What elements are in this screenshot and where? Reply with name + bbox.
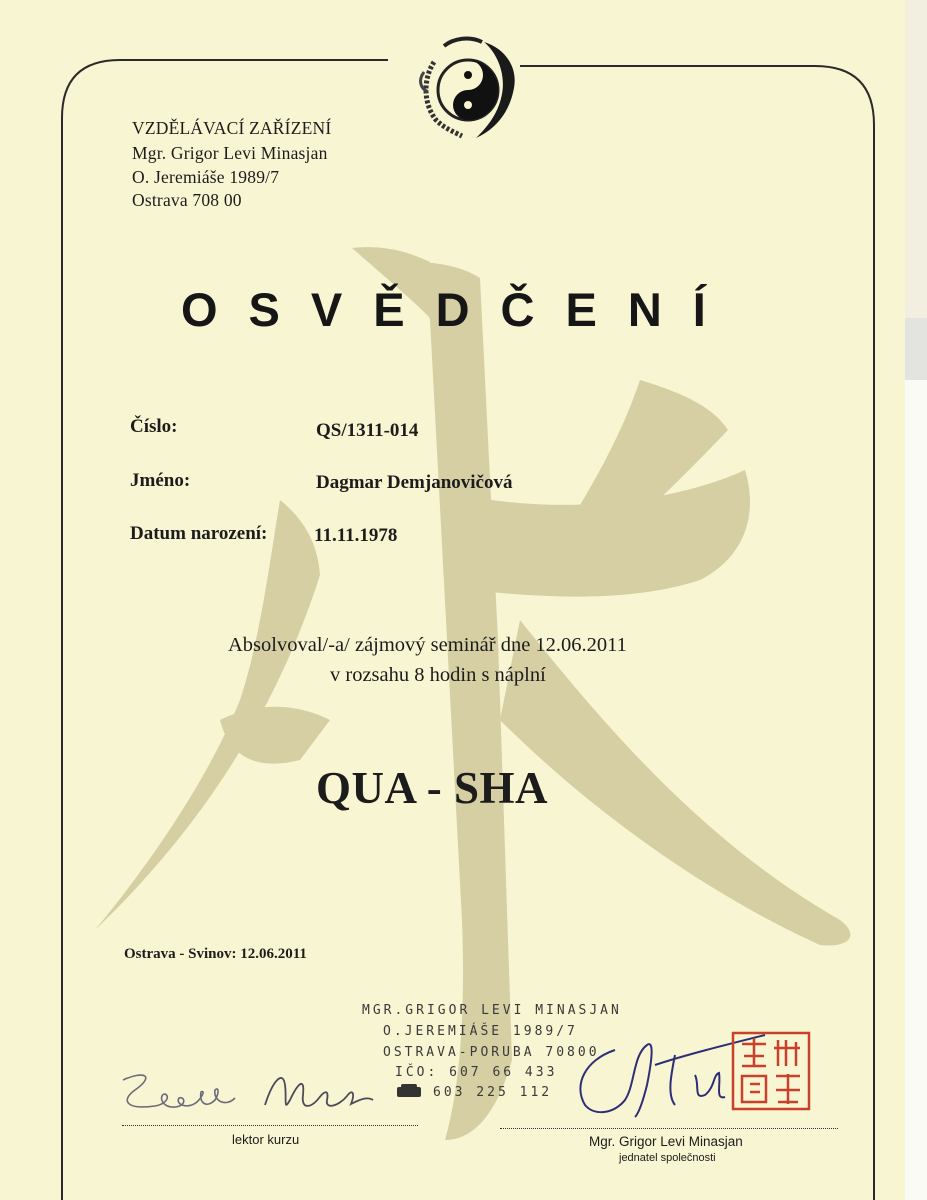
- org-city: Ostrava 708 00: [132, 190, 242, 210]
- director-signature-line: [500, 1128, 838, 1129]
- lecturer-signature: [115, 1060, 385, 1130]
- stamp-line-5: 603 225 112: [433, 1085, 553, 1100]
- yin-yang-dragon-icon: [414, 32, 522, 144]
- director-subcaption: jednatel společnosti: [619, 1152, 716, 1164]
- seminar-line: Absolvoval/-a/ zájmový seminář dne 12.06.2011: [228, 634, 627, 656]
- birth-date-label: Datum narození:: [130, 523, 268, 544]
- place-date: Ostrava - Svinov: 12.06.2011: [124, 946, 307, 962]
- org-street: O. Jeremiáše 1989/7: [132, 167, 280, 187]
- number-label: Číslo:: [130, 416, 178, 437]
- lecturer-signature-line: [122, 1125, 418, 1126]
- stamp-line-1: MGR.GRIGOR LEVI MINASJAN: [362, 1003, 622, 1018]
- name-value: Dagmar Demjanovičová: [316, 472, 513, 493]
- org-name: VZDĚLÁVACÍ ZAŘÍZENÍ: [132, 118, 332, 138]
- org-director: Mgr. Grigor Levi Minasjan: [132, 143, 328, 163]
- certificate-title: OSVĚDČENÍ: [181, 283, 737, 336]
- phone-icon: [395, 1083, 425, 1099]
- number-value: QS/1311-014: [316, 420, 419, 441]
- lecturer-caption: lektor kurzu: [232, 1132, 300, 1147]
- birth-date-value: 11.11.1978: [314, 525, 398, 546]
- name-label: Jméno:: [130, 470, 191, 491]
- stamp-line-2: O.JEREMIÁŠE 1989/7: [383, 1024, 578, 1039]
- stamp-line-3: OSTRAVA-PORUBA 70800: [383, 1045, 600, 1060]
- course-name: QUA - SHA: [316, 763, 549, 813]
- director-caption: Mgr. Grigor Levi Minasjan: [589, 1134, 743, 1149]
- seminar-scope-line: v rozsahu 8 hodin s náplní: [330, 664, 546, 686]
- stamp-line-4: IČO: 607 66 433: [395, 1065, 558, 1080]
- red-chinese-seal-icon: [730, 1030, 812, 1112]
